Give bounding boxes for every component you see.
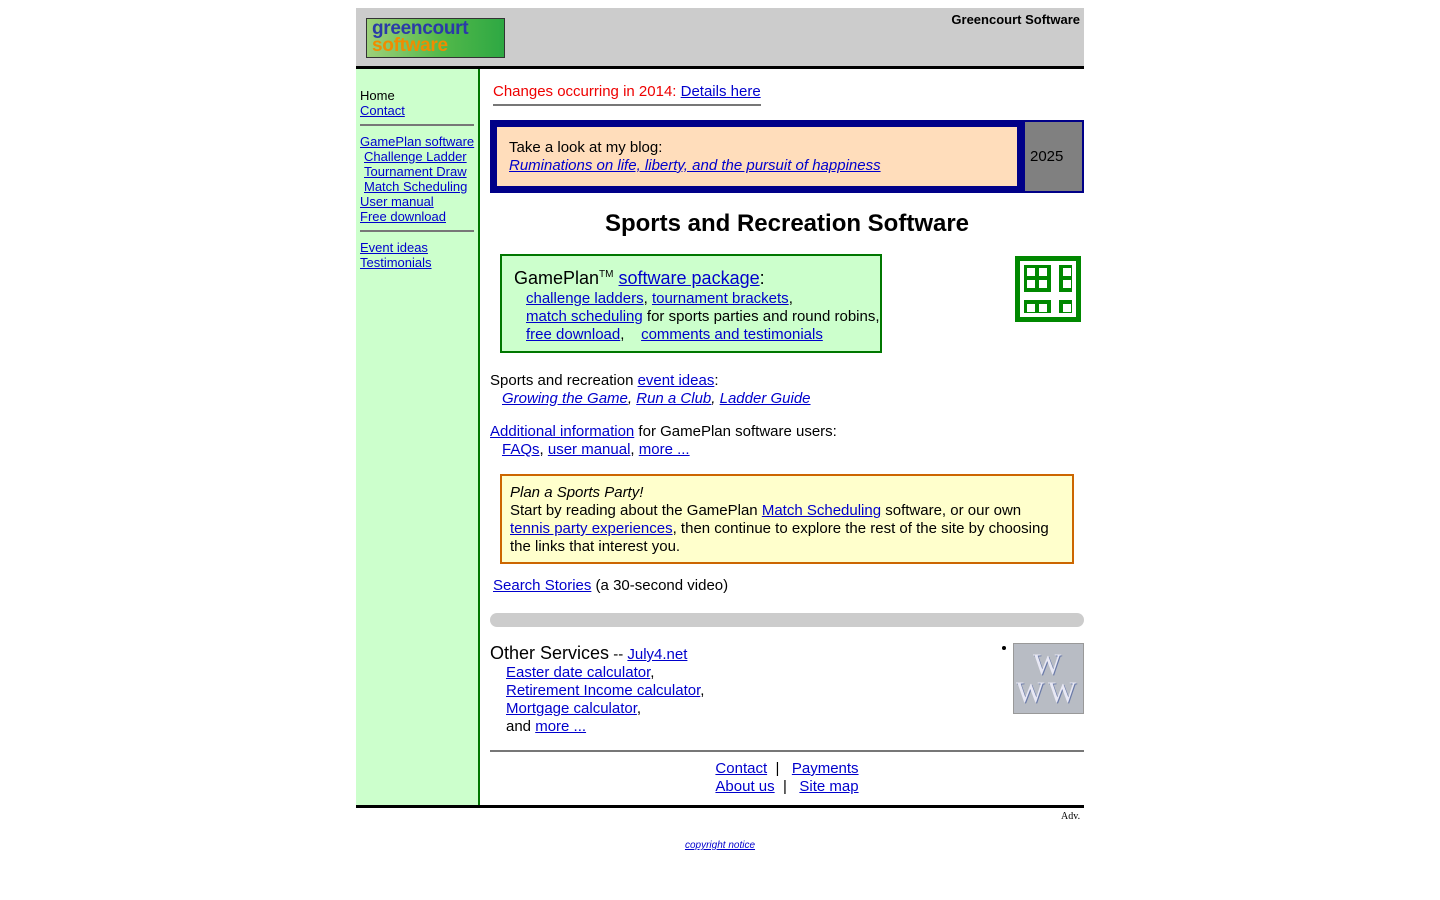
copyright-notice-link[interactable]: copyright notice bbox=[684, 840, 756, 851]
sidebar-item-home: Home bbox=[360, 88, 395, 103]
footer-about-link[interactable]: About us bbox=[715, 778, 775, 795]
party-text-1: Start by reading about the GamePlan bbox=[510, 502, 762, 519]
footer-contact-link[interactable]: Contact bbox=[715, 760, 768, 777]
changes-notice bbox=[493, 83, 761, 106]
search-suffix: (a 30-second video) bbox=[591, 577, 729, 594]
changes-text: Changes occurring in 2014: bbox=[493, 83, 681, 100]
sidebar-nav bbox=[356, 69, 480, 805]
sidebar-item-testimonials[interactable]: Testimonials bbox=[360, 255, 432, 270]
sidebar-item-gameplan[interactable]: GamePlan software bbox=[360, 134, 475, 149]
blog-link[interactable]: Ruminations on life, liberty, and the pursuit of happiness bbox=[509, 157, 881, 174]
additional-information-link[interactable]: Additional information bbox=[490, 423, 635, 440]
bullet-dot bbox=[1002, 646, 1006, 650]
section-divider-bar bbox=[490, 613, 1084, 627]
software-package-link[interactable]: software package bbox=[618, 268, 760, 288]
party-match-scheduling-link[interactable]: Match Scheduling bbox=[761, 502, 882, 519]
match-scheduling-link[interactable]: match scheduling bbox=[526, 308, 643, 325]
www-logo[interactable]: W W W bbox=[1013, 643, 1084, 714]
sidebar-item-challenge-ladder[interactable]: Challenge Ladder bbox=[364, 149, 467, 164]
page-wrapper bbox=[356, 8, 1084, 795]
sidebar-divider bbox=[360, 230, 474, 232]
event-ideas-section: Sports and recreation event ideas: Growing the Game, Run a Club, Ladder Guide bbox=[490, 372, 811, 407]
challenge-ladders-link[interactable]: challenge ladders bbox=[526, 290, 644, 307]
sidebar-item-tournament-draw[interactable]: Tournament Draw bbox=[364, 164, 467, 179]
dash: -- bbox=[609, 646, 628, 663]
sidebar-item-contact[interactable]: Contact bbox=[360, 103, 405, 118]
retirement-calculator-link[interactable]: Retirement Income calculator bbox=[506, 682, 701, 699]
blog-banner bbox=[490, 120, 1084, 193]
faqs-link[interactable]: FAQs bbox=[502, 441, 540, 458]
sidebar-item-user-manual[interactable]: User manual bbox=[360, 194, 434, 209]
mortgage-calculator-link[interactable]: Mortgage calculator bbox=[506, 700, 637, 717]
ladder-guide-link[interactable]: Ladder Guide bbox=[719, 390, 811, 407]
growing-the-game-link[interactable]: Growing the Game bbox=[502, 390, 628, 407]
easter-calculator-link[interactable]: Easter date calculator bbox=[506, 664, 651, 681]
year-badge: 2025 bbox=[1025, 122, 1082, 191]
search-stories-link[interactable]: Search Stories bbox=[493, 577, 592, 594]
trademark-mark: TM bbox=[599, 269, 614, 280]
gameplan-grid-icon[interactable] bbox=[1015, 256, 1081, 327]
tennis-party-experiences-link[interactable]: tennis party experiences bbox=[510, 520, 673, 537]
user-manual-link[interactable]: user manual bbox=[547, 441, 631, 458]
ideas-suffix: : bbox=[714, 372, 719, 389]
and-text: and bbox=[506, 718, 536, 735]
more-services-link[interactable]: more ... bbox=[535, 718, 587, 735]
colon: : bbox=[759, 268, 765, 288]
page-bottom-rule bbox=[356, 805, 1084, 808]
gameplan-name: GamePlan bbox=[514, 268, 600, 288]
free-download-link[interactable]: free download bbox=[526, 326, 621, 343]
page-title: Sports and Recreation Software bbox=[604, 210, 970, 237]
run-a-club-link[interactable]: Run a Club bbox=[636, 390, 712, 407]
footer-sitemap-link[interactable]: Site map bbox=[799, 778, 859, 795]
adv-label: Adv. bbox=[1061, 811, 1081, 822]
sidebar-item-match-scheduling[interactable]: Match Scheduling bbox=[364, 179, 468, 194]
site-header bbox=[356, 8, 1084, 69]
more-info-link[interactable]: more ... bbox=[638, 441, 690, 458]
match-suffix: for sports parties and round robins, bbox=[642, 308, 880, 325]
footer-divider bbox=[490, 750, 1084, 752]
tournament-brackets-link[interactable]: tournament brackets bbox=[651, 290, 789, 307]
event-ideas-link[interactable]: event ideas bbox=[637, 372, 715, 389]
additional-suffix: for GamePlan software users: bbox=[634, 423, 837, 440]
logo-line1: greencourt bbox=[372, 18, 469, 39]
logo-line2: software bbox=[372, 35, 448, 56]
sidebar-item-event-ideas[interactable]: Event ideas bbox=[360, 240, 428, 255]
comments-testimonials-link[interactable]: comments and testimonials bbox=[641, 326, 823, 343]
sports-party-box bbox=[500, 474, 1074, 564]
other-services-section: Other Services -- July4.net Easter date calculator, Retirement Income calculator, Mortgage calculator, and more ... bbox=[490, 643, 705, 735]
gameplan-box: GamePlan™ software package: challenge ladders, tournament brackets, match scheduling for sports parties and round robins, free download, comments and testimonials bbox=[500, 254, 882, 353]
site-name: Greencourt Software bbox=[951, 12, 1080, 27]
ideas-prefix: Sports and recreation bbox=[490, 372, 638, 389]
additional-info-section: Additional information for GamePlan software users: FAQs, user manual, more ... bbox=[490, 423, 837, 458]
blog-box bbox=[497, 127, 1017, 186]
other-services-heading: Other Services bbox=[490, 643, 610, 663]
sidebar-divider bbox=[360, 124, 474, 126]
footer-links: Contact | Payments About us | Site map bbox=[715, 760, 859, 795]
footer-payments-link[interactable]: Payments bbox=[791, 760, 859, 777]
party-text-3: , then continue to explore the rest of the site by choosing the links that interest you. bbox=[510, 520, 1049, 555]
party-text-2: software, or our own bbox=[881, 502, 1022, 519]
july4-link[interactable]: July4.net bbox=[627, 646, 688, 663]
search-stories-line bbox=[493, 577, 728, 594]
greencourt-logo[interactable] bbox=[366, 18, 505, 58]
sidebar-item-free-download[interactable]: Free download bbox=[360, 209, 446, 224]
party-heading: Plan a Sports Party! bbox=[510, 484, 644, 501]
changes-details-link[interactable]: Details here bbox=[680, 83, 761, 100]
blog-intro: Take a look at my blog: bbox=[509, 139, 663, 156]
